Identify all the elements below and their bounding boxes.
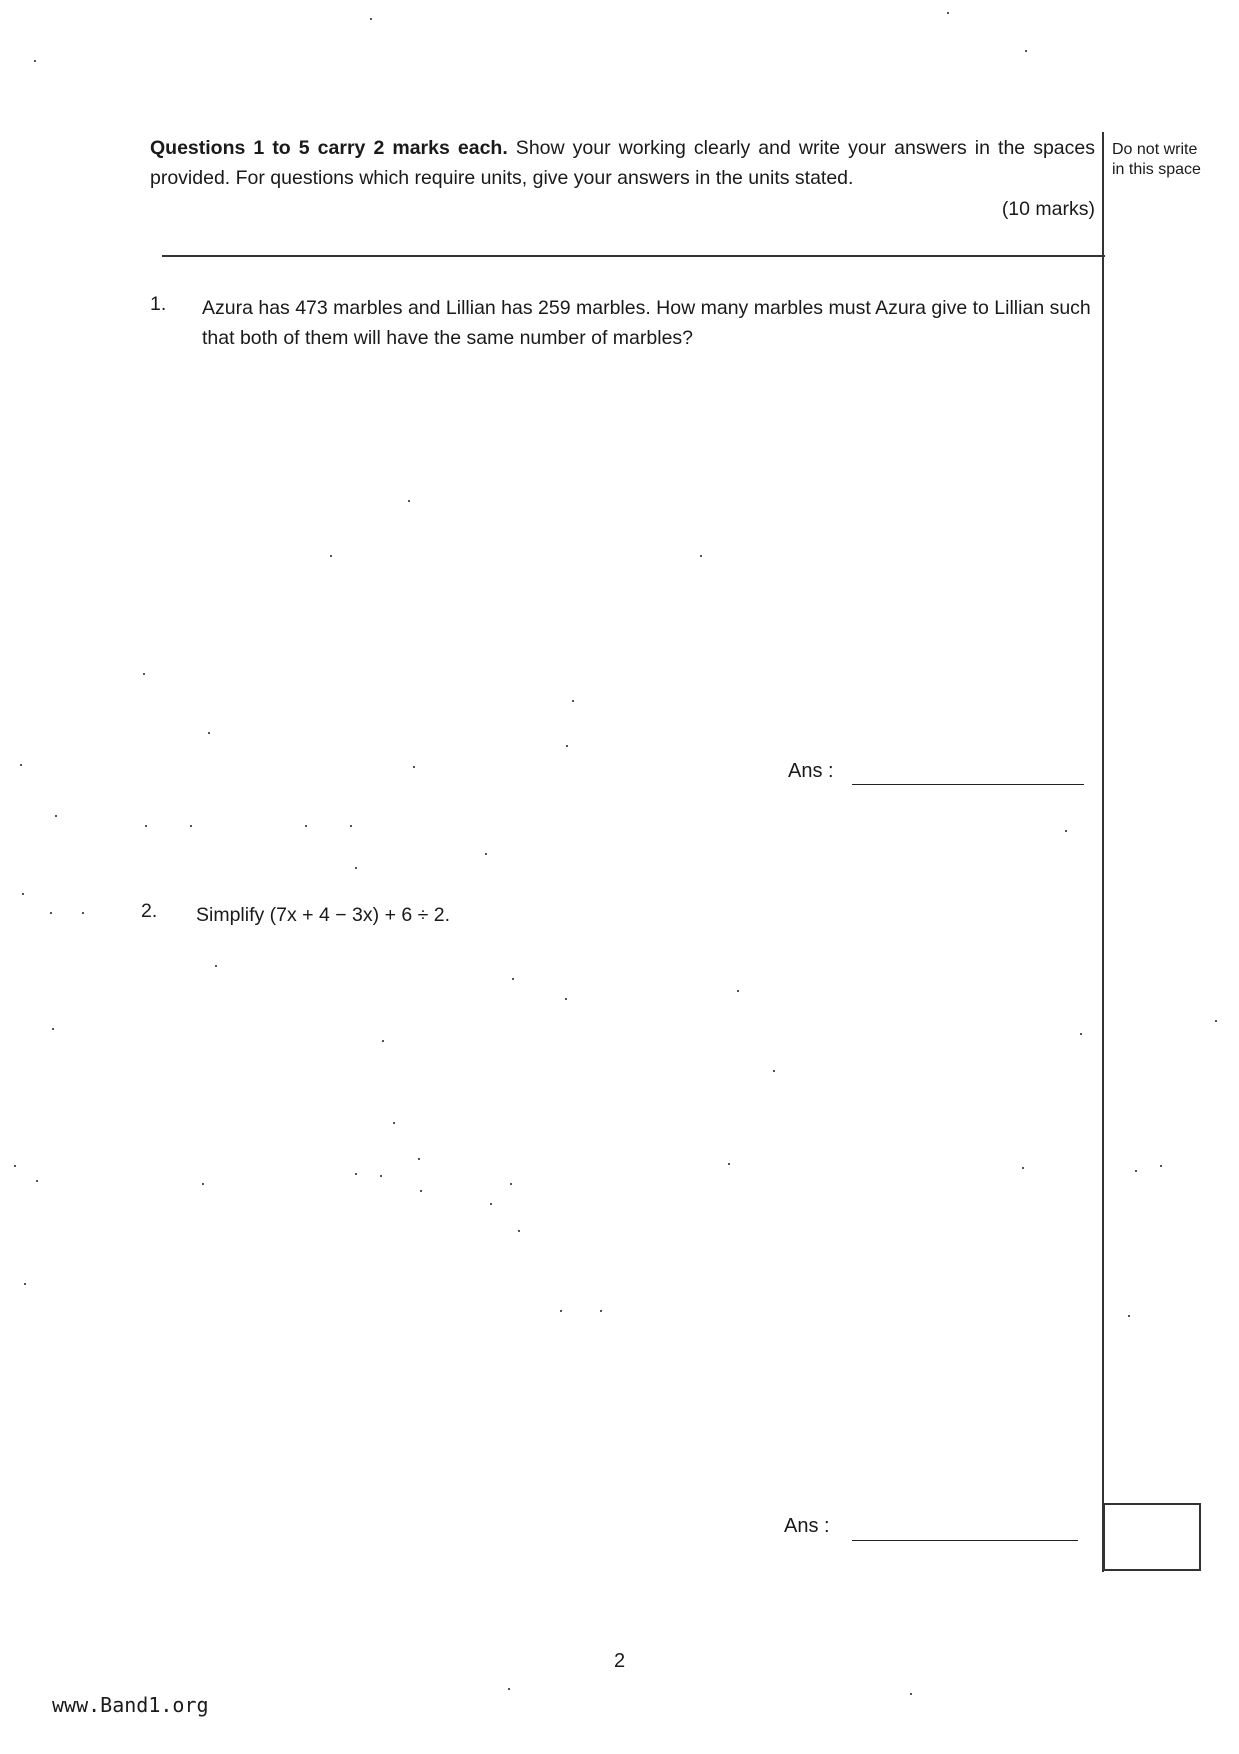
question-1-number: 1. [150,293,167,315]
score-box [1103,1503,1201,1571]
margin-note: Do not write in this space [1112,141,1201,178]
page-number: 2 [613,1650,626,1672]
instructions [150,133,1095,193]
question-1-answer-line[interactable] [852,784,1084,785]
instructions-bold: Questions 1 to 5 carry 2 marks each. [150,137,508,159]
header-divider [162,255,1105,257]
question-2-text: Simplify (7x + 4 − 3x) + 6 ÷ 2. [196,904,451,926]
margin-divider [1102,132,1104,1572]
question-1-text: Azura has 473 marbles and Lillian has 259 marbles. How many marbles must Azura give to Lillian such that both of them will have the same number of marbles? [202,297,1091,349]
total-marks: (10 marks) [1001,198,1095,220]
question-2-answer-line[interactable] [852,1540,1078,1541]
instructions-text: Show your working clearly and write your answers in the spaces provided. For questions which require units, give your answers in the units stated. [150,137,1095,189]
footer-website: www.Band1.org [52,1693,209,1717]
question-2-answer-label: Ans : [784,1515,830,1537]
question-1-answer-label: Ans : [788,760,834,782]
question-2-number: 2. [141,900,158,922]
